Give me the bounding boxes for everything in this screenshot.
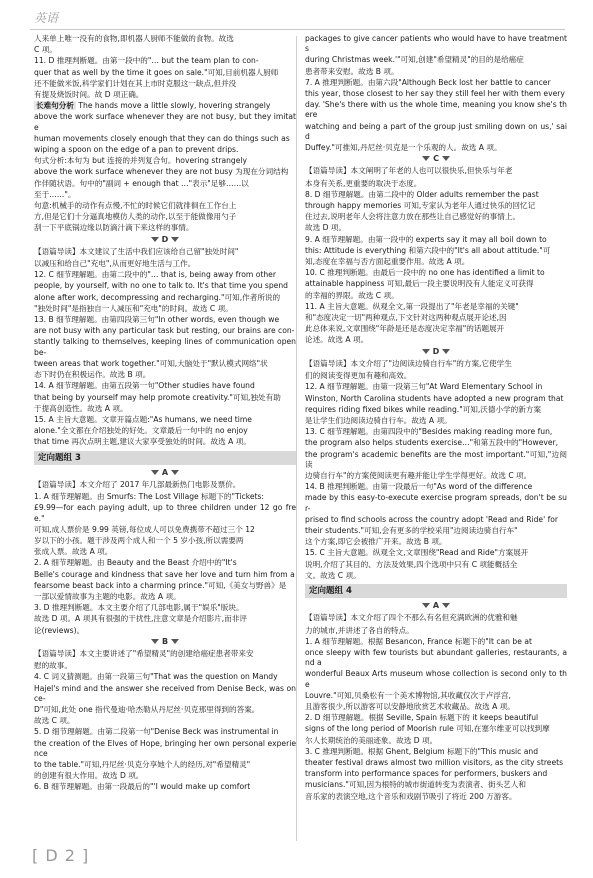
marker-right-arrow-icon [171,470,179,475]
text-line: 有提及烧饭时间。故 D 项正确。 [34,90,144,100]
text-line: 的幸福的界限。故选 C 项。 [305,290,399,300]
text-line: 论(reviews)。 [34,625,85,635]
subject-label: 英语 [34,11,59,25]
text-line: 的创建有很大作用。故选 D 项。 [34,771,144,781]
text-line: 音乐家的表演空地,这个音乐和戏剧节吸引了将近 200 万游客。 [305,791,517,801]
answer-line: 13. B 细节理解题。由第四段第三句"In other words, even though we [34,315,280,325]
passage-letter: A [161,467,169,477]
text-line: 本身有关系,更重要的取决于态度。 [305,178,422,188]
page-number: [ D 2 ] [32,846,90,865]
passage-letter: A [432,601,440,611]
text-line: Duffey."可推知,丹尼丝·贝克是一个乐观的人。故选 A 项。 [305,143,502,153]
text-line: 患者带来安慰。故选 B 项。 [305,66,399,76]
guide-line: 【语篇导读】本文主要讲述了"希望精灵"的创建给癌症患者带来安 [34,648,254,658]
passage-letter: B [161,636,169,646]
answer-line: 3. C 推理判断题。根据 Ghent, Belgium 标题下的"This music and [305,746,539,756]
text-line: 可知,成人票价是 9.99 英镑,每位成人可以免费携带不超过三个 12 [34,524,255,534]
text-line: watching and being a part of the group just smiling down on us,' said [305,121,567,141]
text-line: 尔人长期统治的美丽迹象。故选 D 项。 [305,735,438,745]
text-line: C 项。 [34,45,57,55]
text-line: the program also helps students exercise…"和第五段中的"However, [305,438,559,448]
text-line: this: Attitude is everything 和第六段中的"It's all about attitude."可 [305,245,551,255]
text-line: 文。故选 C 项。 [305,570,361,580]
text-line: 于提高创造性。故选 A 项。 [34,403,128,413]
text-line: wiping a spoon on the edge of a pan to prevent drips. [34,145,239,155]
sentence-analysis-line [34,101,296,111]
text-line: 论述。故选 A 项。 [305,335,369,345]
answer-line: 11. D 推理判断题。由第一段中的"… but the team plan to con- [34,56,259,66]
marker-left-arrow-icon [151,470,159,475]
analysis-tag: 长难句分析 [36,101,74,111]
answer-line: 1. A 细节理解题。由 Smurfs: The Lost Village 标题下的"Tickets: [34,492,264,502]
text-line: day. 'She's there with us the whole time, meaning you know she's there [305,100,567,120]
answer-line: 15. A 主旨大意题。文章开篇点题:"As humans, we need time [34,414,252,424]
answer-line: 11. A 主旨大意题。纵观全文,第一段提出了"年老是幸福的关键" [305,301,519,311]
text-line: alone after work, decompressing and recharging."可知,作者所说的 [34,292,281,302]
answer-line: 14. B 推理判断题。由第一段最后一句"As word of the difference [305,482,533,492]
passage-letter: D [432,346,440,356]
answer-line: 2. A 细节理解题。由 Beauty and the Beast 介绍中的"It's [34,558,237,568]
answer-line: 15. C 主旨大意题。纵观全文,文章围绕"Read and Ride"方案展开 [305,548,529,558]
text-line: wonderful Beaux Arts museum whose collection is second only to the [305,669,567,689]
passage-marker [34,637,296,647]
text-line: people, by yourself, with no one to talk to. It's that time you spend [34,281,288,291]
marker-right-arrow-icon [442,349,450,354]
text-line: "独处时间"是指独自一人减压和"充电"的时间。故选 C 项。 [34,303,233,313]
text-line: 故选 C 项。 [34,716,75,726]
passage-marker [34,468,296,478]
guide-line: 【语篇导读】本文介绍了"边阅读边骑自行车"的方案,它使学生 [305,358,512,368]
text-line: prised to find schools across the country adopt 'Read and Ride' for [305,514,559,524]
marker-right-arrow-icon [442,603,450,608]
text-line: during Christmas week.'"可知,创建"希望精灵"的目的是给癌症 [305,55,524,65]
text-line: human movements closely enough that they can do things such as [34,133,290,143]
text-line: 们的阅读变得更加有趣和高效。 [305,371,412,381]
column-divider [296,36,297,841]
text-line: requires riding fixed bikes while reading."可知,沃德小学的新方案 [305,404,542,414]
right-column [305,34,567,803]
text-line: made by this easy-to-execute exercise program spreads, don't be sur- [305,493,567,513]
text-line: 此总体来说,文章围绕"年龄是还是态度决定幸福"的话题展开 [305,324,505,334]
answer-line: 13. C 细节理解题。由第四段中的"Besides making reading more fun, [305,427,553,437]
answer-line: 12. A 细节理解题。由第一段第三句"At Ward Elementary School in [305,382,543,392]
answer-line: 3. D 推理判断题。本文主要介绍了几部电影,属于"娱乐"版块。 [34,603,244,613]
page-header [0,0,593,30]
text-line: 句式分析:本句为 but 连接的并列复合句。hovering strangely [34,156,248,166]
text-line: 以减压和给自己"充电",从而更好地生活与工作。 [34,259,196,269]
passage-marker [34,235,296,245]
answer-line: 7. A 推理判断题。由第六段"Although Beck lost her battle to cancer [305,77,551,87]
marker-left-arrow-icon [151,639,159,644]
passage-marker [305,347,567,357]
text-line: are not busy with any particular task but resting, our brains are con- [34,326,295,336]
text-line: Belle's courage and kindness that save her love and turn him from a [34,569,295,579]
text-line: 张成人票。故选 A 项。 [34,547,113,557]
text-line: 说明,介绍了其目的、方法及效果,四个选项中只有 C 项能概括全 [305,559,518,569]
text-line: 和"态度决定一切"两种观点,下文针对这两种观点展开论述,因 [305,313,507,323]
text-line: that being by yourself may help promote creativity."可知,独处有助 [34,392,281,402]
text-line: 岁以下的小孩。题干涉及两个成人和一个 5 岁小孩,所以需要两 [34,535,244,545]
text-line: 知,态度在幸福与否方面起重要作用。故选 A 项。 [305,257,470,267]
answer-line: 1. A 细节理解题。根据 Besancon, France 标题下的"It can be at [305,636,532,646]
text-line: packages to give cancer patients who would have to have treatments [305,34,567,54]
text-line: 还不能做米饭,科学家们计划在其上市时克服这一缺点,但并没 [34,78,237,88]
marker-left-arrow-icon [151,237,159,242]
text-line: attainable happiness 可知,最后一段主要说明没有人能定义可获得 [305,279,534,289]
text-line: transform into performance spaces for performers, buskers and [305,769,548,779]
answer-line: 6. B 细节理解题。由第一段最后的"'I would make up comfort [34,782,251,792]
analysis-text: The hands move a little slowly, hovering strangely [75,101,271,111]
answer-line: 2. D 细节理解题。根据 Seville, Spain 标题下的 it keeps beautiful [305,713,539,723]
text-line: that time 再次点明主题,建议大家享受独处的时间。故选 A 项。 [34,437,251,447]
text-line: signs of the long period of Moorish rule 可知,在塞尔维亚可以找到摩 [305,724,550,734]
text-line: D"可知,此处 one 指代曼迪·哈杰勒从丹尼丝·贝克那里得到的答案。 [34,704,260,714]
text-line: £9.99—for each paying adult, up to three children under 12 go free." [34,503,296,523]
marker-right-arrow-icon [442,156,450,161]
answer-line: 4. C 词义猜测题。由第一段第三句"That was the question on Mandy [34,672,278,682]
passage-marker [305,601,567,611]
text-line: their students."可知,会有更多的学校采用"边阅读边骑自行车" [305,525,518,535]
guide-line: 【语篇导读】本文建议了生活中我们应该给自己留"独处时间" [34,246,239,256]
text-line: fearsome beast back into a charming prince."可知,《美女与野兽》是 [34,580,287,590]
text-line: theater festival draws almost two million visitors, as the city streets [305,758,564,767]
text-line: 作伴随状语。句中的"副词 + enough that …"表示"足够……以 [34,178,249,188]
text-line: Hajel's mind and the answer she received from Denise Beck, was once- [34,683,296,703]
answer-line: 14. A 细节理解题。由第五段第一句"Other studies have found [34,381,255,391]
header-rule [30,29,565,30]
text-line: 态下时仍在积极运作。故选 B 项。 [34,370,151,380]
text-line: the program's academic benefits are the most important."可知,"边阅读 [305,449,567,469]
text-line: quer that as well by the time it goes on sale."可知,目前机器人厨师 [34,67,279,77]
left-column [34,34,296,794]
guide-line: 【语篇导读】本文介绍了四个不那么有名但充满欧洲的优雅和魅 [305,613,518,623]
answer-line: 10. C 推理判断题。由最后一段中的 no one has identified a limit to [305,268,545,278]
text-line: 力的城市,并讲述了各自的特点。 [305,625,414,635]
text-line: 一部以爱情故事为主题的电影。故选 A 项。 [34,591,181,601]
marker-left-arrow-icon [422,156,430,161]
passage-letter: D [161,234,169,244]
text-line: 且游客很少,所以游客可以安静地欣赏艺术收藏品。故选 A 项。 [305,701,515,711]
marker-right-arrow-icon [171,237,179,242]
text-line: 至于……"。 [34,189,76,199]
text-line: above the work surface whenever they are not busy, but they imitate [34,112,296,132]
text-line: 句意:机械手的动作有点慢,不忙的时候它们就徘徊在工作台上 [34,201,237,211]
text-line: 故选 D 项。 [305,223,347,233]
passage-letter: C [433,154,439,164]
text-line: to the table."可知,丹尼丝·贝克分享她个人的经历,对"希望精灵" [34,760,251,769]
text-line: 边骑自行车"的方案使阅读更有趣并能让学生学得更好。故选 C 项。 [305,470,532,480]
text-line: 故选 D 项。A 项具有很强的干扰性,注意文章是介绍影片,而非评 [34,614,247,624]
text-line: stantly talking to themselves, keeping lines of communication open be- [34,337,296,357]
text-line: alone."全文都在介绍独处的好处。文章最后一句中的 no enjoy [34,426,248,436]
text-line: tween areas that work together."可知,大脑处于"默认模式网络"状 [34,358,268,368]
text-line: 刮一下平底锅边缘以防滴汁滴下来这样的事情。 [34,223,194,233]
answer-line: 8. D 细节理解题。由第二段中的 Older adults remember the past [305,189,539,199]
text-line: through happy memories 可知,专家认为老年人通过快乐的回忆记 [305,201,536,211]
marker-right-arrow-icon [171,639,179,644]
text-line: this year, those closest to her say they still feel her with them every [305,89,565,99]
text-line: 这个方案,即它会被推广开来。故选 B 项。 [305,537,447,547]
answer-line: 12. C 细节理解题。由第二段中的"… that is, being away from other [34,270,276,280]
text-line: the creation of the Elves of Hope, bringing her own personal experience [34,738,296,758]
answer-line: 5. D 细节理解题。由第二段第一句"Denise Beck was instrumental in [34,727,279,737]
text-line: 方,但是它们十分逼真地模仿人类的动作,以至于能做像用勺子 [34,212,237,222]
text-line: Louvre."可知,贝桑松有一个美术博物馆,其收藏仅次于卢浮宫, [305,690,511,700]
text-line: musicians."可知,因为根特的城市街道转变为表演者、街头艺人和 [305,780,526,790]
guide-line: 【语篇导读】本文介绍了 2017 年几部最新热门电影及票价。 [34,479,241,489]
marker-left-arrow-icon [422,349,430,354]
guide-line: 【语篇导读】本文阐明了年老的人也可以很快乐,但快乐与年老 [305,166,513,176]
text-line: 人来单上唯一没有的食物,即机器人厨师不能做的食物。故选 [34,34,234,43]
marker-left-arrow-icon [422,603,430,608]
section-heading: 定向题组 4 [305,584,567,598]
text-line: once sleepy with few tourists but abundant galleries, restaurants, and a [305,647,567,668]
text-line: above the work surface whenever they are not busy 为现在分词结构 [34,167,289,177]
text-line: 是让学生们边阅读边骑自行车。故选 A 项。 [305,415,452,425]
text-line: 慰的故事。 [34,661,72,671]
text-line: Winston, North Carolina students have adopted a new program that [305,393,564,403]
text-line: 住过去,说明老年人会将注意力放在那些让自己感觉好的事情上。 [305,212,521,222]
section-heading: 定向题组 3 [34,451,296,465]
answer-line: 9. A 细节理解题。由第一段中的 experts say it may all boil down to [305,234,547,244]
passage-marker [305,154,567,164]
